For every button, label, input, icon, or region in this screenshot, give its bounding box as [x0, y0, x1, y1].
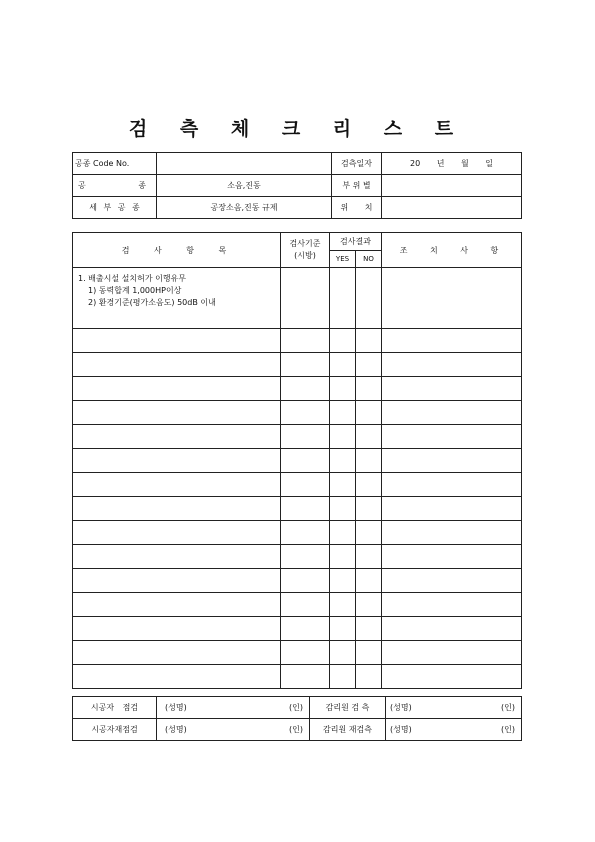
checklist-row: [73, 473, 522, 497]
no-cell[interactable]: [356, 473, 382, 497]
checklist-row: [73, 449, 522, 473]
info-row-detail: [73, 197, 522, 219]
inspect-date-field[interactable]: 20 년 월 일: [382, 153, 522, 175]
criteria-cell[interactable]: [281, 665, 330, 689]
header-result: 검사결과: [330, 233, 382, 251]
no-cell[interactable]: [356, 377, 382, 401]
header-item: 검 사 항 목: [73, 233, 281, 268]
supervisor-inspect-label: 감리원 검 측: [310, 697, 386, 719]
item-cell[interactable]: [73, 545, 281, 569]
part-label: 부 위 별: [332, 175, 382, 197]
item-cell[interactable]: [73, 617, 281, 641]
supervisor-inspect-name: (성명): [390, 703, 412, 712]
criteria-cell[interactable]: [281, 593, 330, 617]
no-cell[interactable]: [356, 593, 382, 617]
supervisor-inspect-sign[interactable]: [386, 697, 522, 719]
contractor-recheck-name: (성명): [165, 725, 187, 734]
checklist-row: [73, 521, 522, 545]
criteria-cell[interactable]: [281, 425, 330, 449]
yes-cell[interactable]: [330, 593, 356, 617]
info-row-code: [73, 153, 522, 175]
no-cell[interactable]: [356, 401, 382, 425]
checklist-row: [73, 268, 522, 329]
checklist-row: [73, 545, 522, 569]
action-cell[interactable]: [382, 617, 522, 641]
no-cell[interactable]: [356, 497, 382, 521]
action-cell[interactable]: [382, 268, 522, 329]
yes-cell[interactable]: [330, 353, 356, 377]
signature-table: [72, 696, 522, 741]
work-code-label: 공종 Code No.: [73, 153, 157, 175]
action-cell[interactable]: [382, 593, 522, 617]
item-cell[interactable]: [73, 665, 281, 689]
no-cell[interactable]: [356, 329, 382, 353]
item-cell[interactable]: [73, 569, 281, 593]
supervisor-reinspect-seal: (인): [501, 725, 515, 734]
action-cell[interactable]: [382, 545, 522, 569]
contractor-check-seal: (인): [289, 703, 303, 712]
supervisor-reinspect-label: 감리원 재검측: [310, 719, 386, 741]
inspect-date-label: 검측일자: [332, 153, 382, 175]
no-cell[interactable]: [356, 353, 382, 377]
item-cell[interactable]: [73, 353, 281, 377]
contractor-recheck-seal: (인): [289, 725, 303, 734]
criteria-cell[interactable]: [281, 329, 330, 353]
yes-cell[interactable]: [330, 617, 356, 641]
location-label: 위 치: [332, 197, 382, 219]
item-line-3: 2) 환경기준(평가소음도) 50dB 이내: [88, 298, 216, 307]
action-cell[interactable]: [382, 569, 522, 593]
detail-label: 세 부 공 종: [73, 197, 157, 219]
no-cell[interactable]: [356, 617, 382, 641]
item-line-2: 1) 동력합계 1,000HP이상: [88, 286, 182, 295]
item-cell[interactable]: [73, 521, 281, 545]
action-cell[interactable]: [382, 329, 522, 353]
yes-cell[interactable]: [330, 641, 356, 665]
header-criteria: [281, 233, 330, 268]
supervisor-reinspect-name: (성명): [390, 725, 412, 734]
detail-field[interactable]: 공장소음,진동 규제: [157, 197, 332, 219]
action-cell[interactable]: [382, 641, 522, 665]
criteria-cell[interactable]: [281, 641, 330, 665]
checklist-row: [73, 641, 522, 665]
checklist-row: [73, 401, 522, 425]
checklist-table: [72, 232, 522, 689]
checklist-row: [73, 665, 522, 689]
yes-cell[interactable]: [330, 449, 356, 473]
part-field[interactable]: [382, 175, 522, 197]
yes-cell[interactable]: [330, 401, 356, 425]
signature-row: [73, 719, 522, 741]
criteria-cell[interactable]: [281, 569, 330, 593]
criteria-cell[interactable]: [281, 449, 330, 473]
yes-cell[interactable]: [330, 545, 356, 569]
checklist-header-row: [73, 233, 522, 251]
work-code-field[interactable]: [157, 153, 332, 175]
header-no: NO: [356, 250, 382, 268]
no-cell[interactable]: [356, 268, 382, 329]
yes-cell[interactable]: [330, 329, 356, 353]
item-cell[interactable]: [73, 329, 281, 353]
info-table: [72, 152, 522, 219]
work-type-field[interactable]: 소음,진동: [157, 175, 332, 197]
contractor-recheck-sign[interactable]: [157, 719, 310, 741]
yes-cell[interactable]: [330, 569, 356, 593]
header-criteria-sub: (시방): [294, 251, 316, 260]
item-cell[interactable]: [73, 473, 281, 497]
action-cell[interactable]: [382, 521, 522, 545]
no-cell[interactable]: [356, 521, 382, 545]
info-row-type: [73, 175, 522, 197]
criteria-cell[interactable]: [281, 401, 330, 425]
no-cell[interactable]: [356, 545, 382, 569]
header-action: 조 치 사 항: [382, 233, 522, 268]
criteria-cell[interactable]: [281, 617, 330, 641]
no-cell[interactable]: [356, 449, 382, 473]
contractor-recheck-label: 시공자재점검: [73, 719, 157, 741]
item-line-1: 1. 배출시설 설치허가 이행유무: [78, 274, 186, 283]
action-cell[interactable]: [382, 473, 522, 497]
criteria-cell[interactable]: [281, 545, 330, 569]
item-cell[interactable]: [73, 593, 281, 617]
no-cell[interactable]: [356, 665, 382, 689]
yes-cell[interactable]: [330, 377, 356, 401]
criteria-cell[interactable]: [281, 521, 330, 545]
work-type-label: 공 종: [73, 175, 157, 197]
header-yes: YES: [330, 250, 356, 268]
criteria-cell[interactable]: [281, 473, 330, 497]
yes-cell[interactable]: [330, 425, 356, 449]
signature-row: [73, 697, 522, 719]
checklist-row: [73, 377, 522, 401]
checklist-row: [73, 497, 522, 521]
item-cell[interactable]: [73, 425, 281, 449]
no-cell[interactable]: [356, 641, 382, 665]
item-cell[interactable]: [73, 497, 281, 521]
criteria-cell[interactable]: [281, 497, 330, 521]
no-cell[interactable]: [356, 569, 382, 593]
yes-cell[interactable]: [330, 268, 356, 329]
item-cell[interactable]: [73, 449, 281, 473]
checklist-row: [73, 329, 522, 353]
yes-cell[interactable]: [330, 497, 356, 521]
item-cell: [73, 268, 281, 329]
action-cell[interactable]: [382, 449, 522, 473]
item-cell[interactable]: [73, 641, 281, 665]
criteria-cell[interactable]: [281, 353, 330, 377]
item-cell[interactable]: [73, 401, 281, 425]
action-cell[interactable]: [382, 401, 522, 425]
yes-cell[interactable]: [330, 521, 356, 545]
action-cell[interactable]: [382, 353, 522, 377]
location-field[interactable]: [382, 197, 522, 219]
no-cell[interactable]: [356, 425, 382, 449]
action-cell[interactable]: [382, 377, 522, 401]
action-cell[interactable]: [382, 665, 522, 689]
checklist-row: [73, 617, 522, 641]
action-cell[interactable]: [382, 497, 522, 521]
supervisor-inspect-seal: (인): [501, 703, 515, 712]
page-title: 검 측 체 크 리 스 트: [128, 118, 467, 140]
contractor-check-sign[interactable]: [157, 697, 310, 719]
contractor-check-label: 시공자 점검: [73, 697, 157, 719]
item-cell[interactable]: [73, 377, 281, 401]
criteria-cell[interactable]: [281, 377, 330, 401]
action-cell[interactable]: [382, 425, 522, 449]
header-criteria-label: 검사기준: [289, 239, 321, 248]
contractor-check-name: (성명): [165, 703, 187, 712]
yes-cell[interactable]: [330, 473, 356, 497]
yes-cell[interactable]: [330, 665, 356, 689]
checklist-row: [73, 593, 522, 617]
checklist-row: [73, 425, 522, 449]
supervisor-reinspect-sign[interactable]: [386, 719, 522, 741]
checklist-row: [73, 353, 522, 377]
criteria-cell[interactable]: [281, 268, 330, 329]
checklist-row: [73, 569, 522, 593]
